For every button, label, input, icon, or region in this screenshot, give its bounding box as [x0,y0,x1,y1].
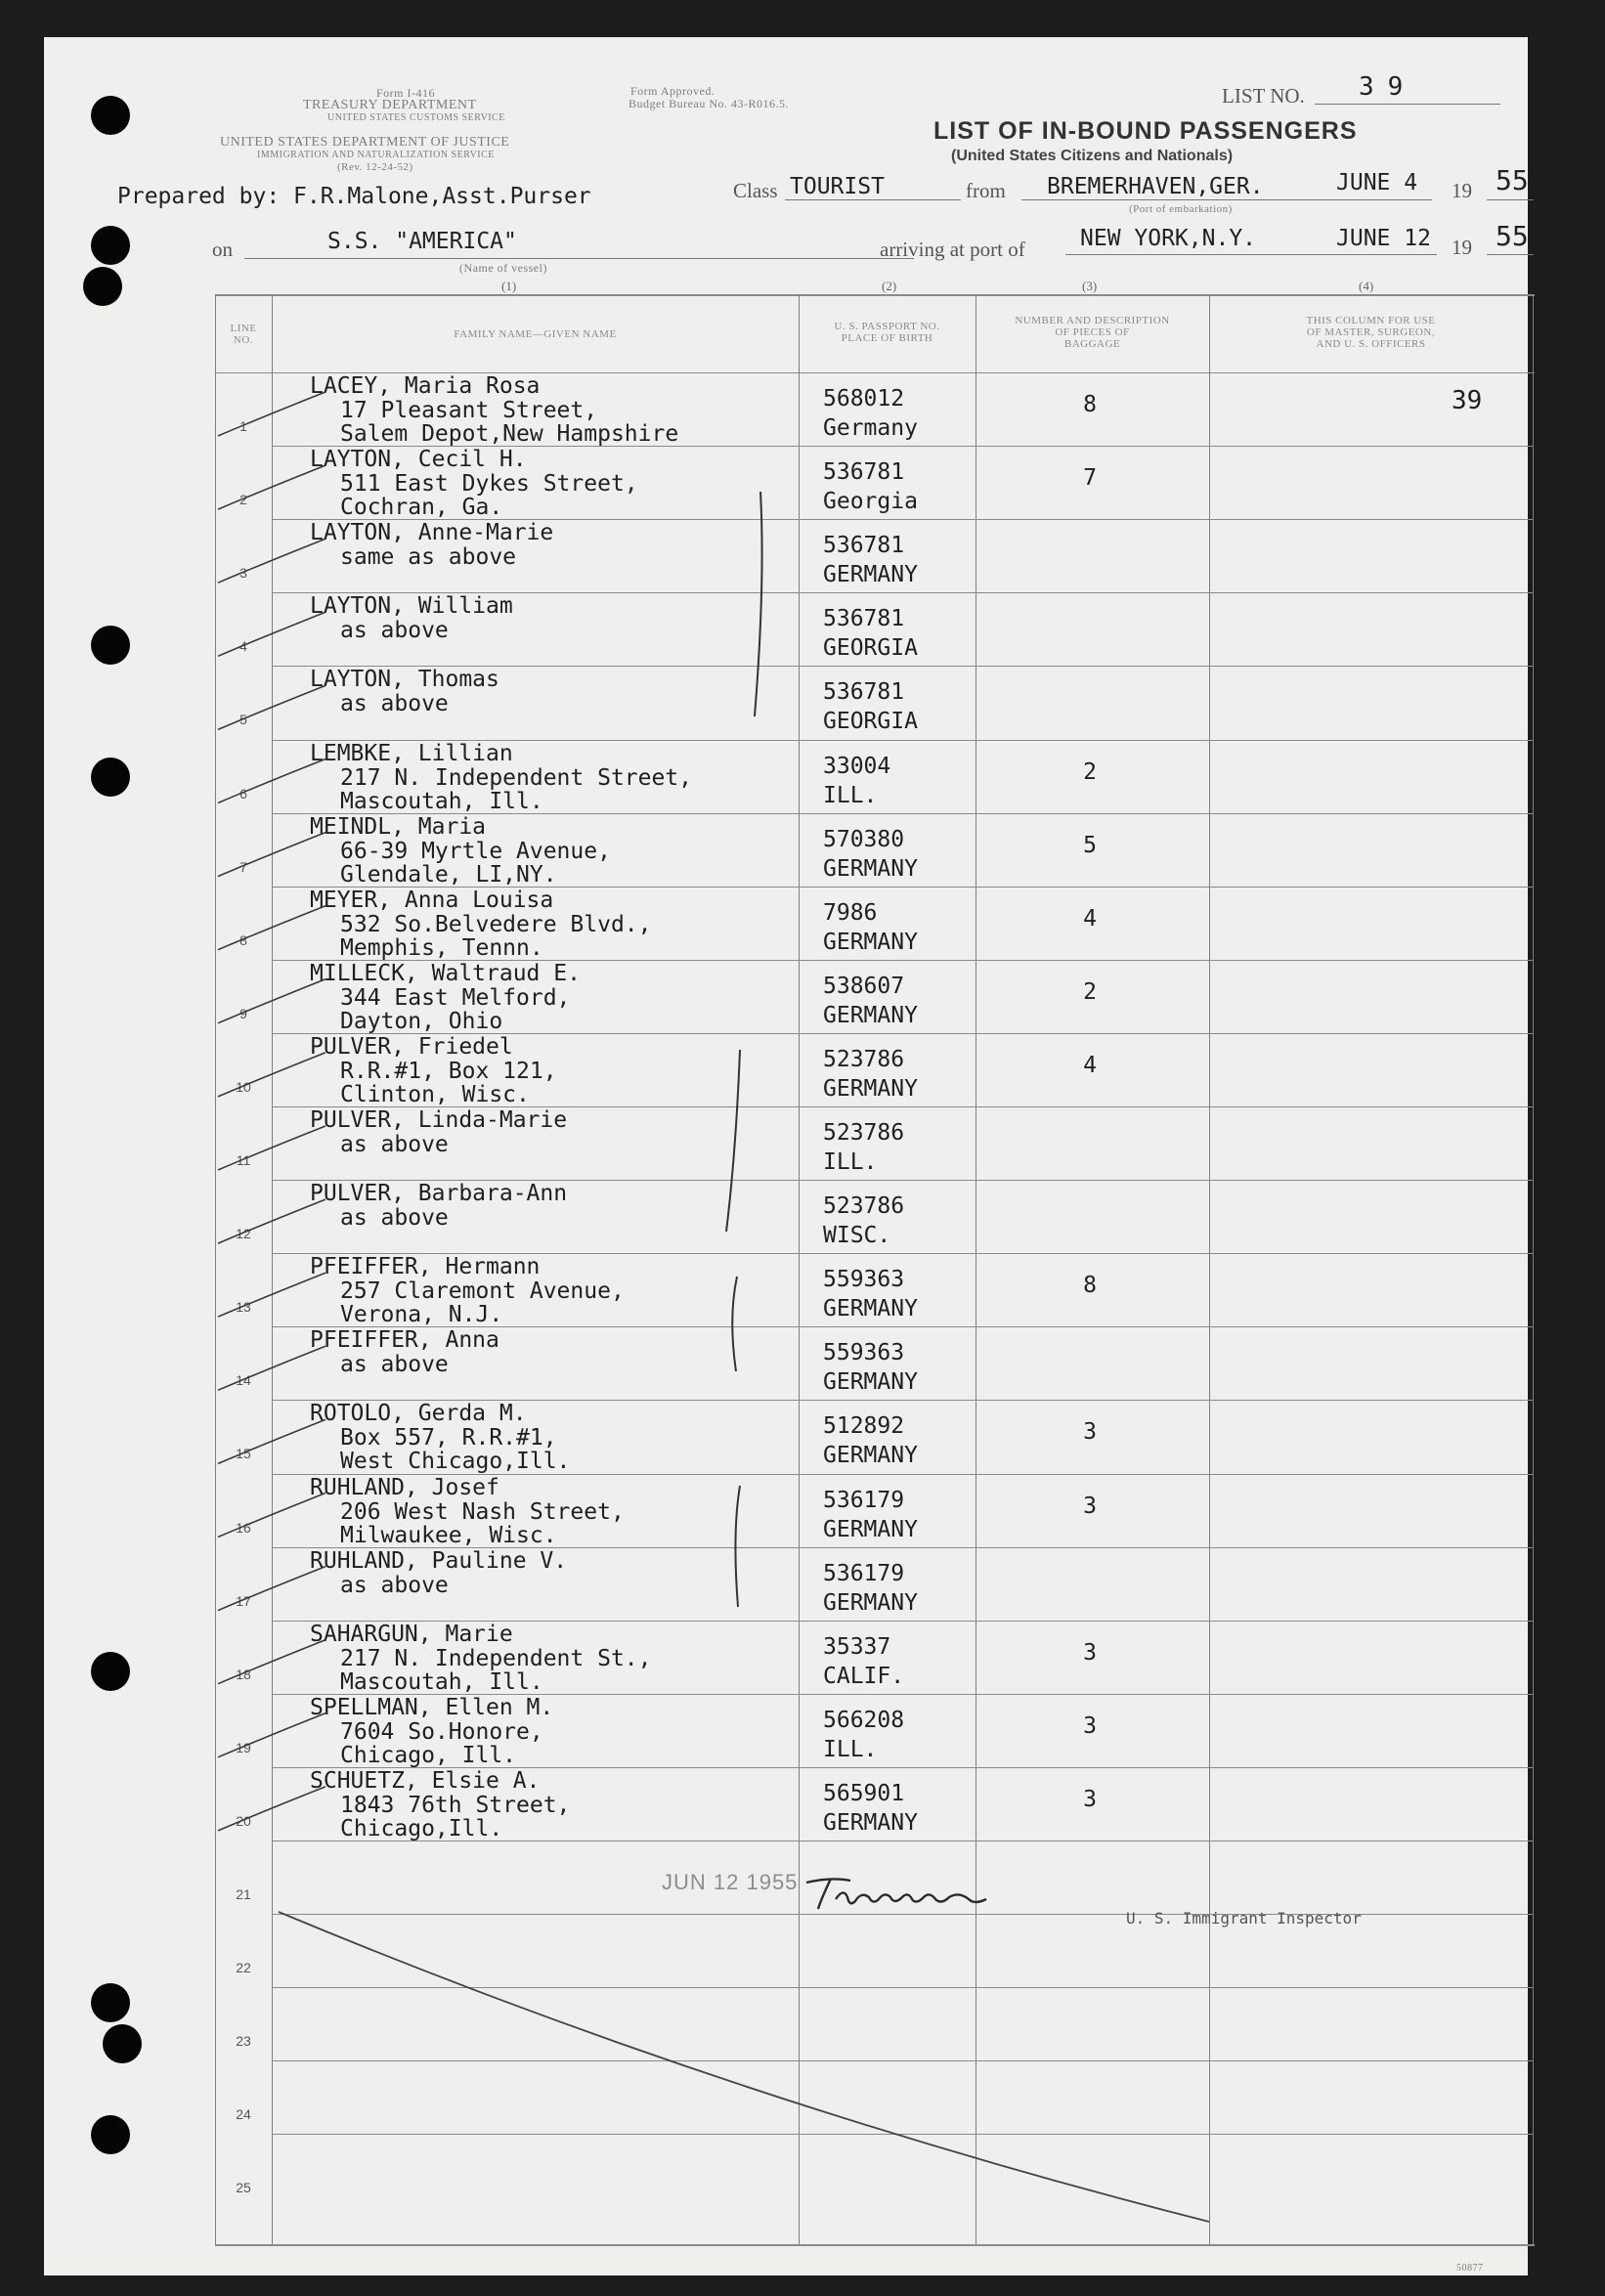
place-of-birth: GERMANY [823,1075,918,1102]
passenger-name: MEINDL, Maria [310,813,487,840]
passenger-address: 66-39 Myrtle Avenue, [340,838,611,864]
baggage-count: 5 [1083,832,1097,858]
place-of-birth: Georgia [823,489,918,515]
dept-ins: IMMIGRATION AND NATURALIZATION SERVICE [257,150,495,160]
signature-text [846,1863,863,1868]
class-value: TOURIST [790,174,885,199]
baggage-count: 3 [1083,1419,1097,1446]
form-rev: (Rev. 12-24-52) [337,161,413,173]
form-id: Form I-416 [376,86,435,100]
passenger-name: PFEIFFER, Hermann [310,1254,541,1280]
line-number: 11 [236,1152,251,1168]
passport-number: 536179 [823,1487,905,1513]
passenger-address: Mascoutah, Ill. [340,1668,543,1695]
passenger-address: as above [340,1132,449,1157]
manifest-page [44,37,1528,2275]
passenger-address: as above [340,1572,449,1598]
passenger-address: 17 Pleasant Street, [340,398,598,423]
passenger-address: Cochran, Ga. [340,495,503,521]
passport-number: 33004 [823,753,891,779]
passenger-address: 217 N. Independent St., [340,1645,652,1671]
passenger-address: as above [340,1205,449,1232]
line-number: 19 [236,1739,251,1755]
passenger-address: 532 So.Belvedere Blvd., [340,911,652,937]
passenger-address: Salem Depot,New Hampshire [340,421,679,447]
passenger-address: Box 557, R.R.#1, [340,1425,557,1451]
place-of-birth: GERMANY [823,855,918,882]
place-of-birth: GERMANY [823,1443,918,1469]
place-of-birth: GERMANY [823,1516,918,1542]
baggage-count: 3 [1083,1786,1097,1812]
passenger-address: Glendale, LI,NY. [340,861,557,888]
class-label: Class [733,179,778,202]
line-number: 7 [239,858,247,875]
passenger-name: PULVER, Linda-Marie [310,1107,568,1133]
passport-number: 559363 [823,1340,905,1366]
passenger-address: Mascoutah, Ill. [340,788,543,814]
group-bracket [726,1050,740,1232]
passport-number: 512892 [823,1413,905,1440]
officer-note: 39 [1452,386,1483,415]
passenger-address: Clinton, Wisc. [340,1081,530,1107]
passenger-address: R.R.#1, Box 121, [340,1058,557,1084]
line-number: 8 [239,931,247,948]
col-num-3: (3) [1082,279,1098,293]
depart-date: JUNE 4 [1336,170,1418,195]
page-subtitle: (United States Citizens and Nationals) [951,148,1234,164]
baggage-count: 3 [1083,1493,1097,1519]
line-number: 6 [239,785,247,801]
inspector-title: U. S. Immigrant Inspector [1126,1909,1362,1928]
line-number: 23 [236,2033,251,2050]
line-number: 20 [236,1812,251,1829]
place-of-birth: GERMANY [823,1369,918,1396]
form-code: 50877 [1456,2263,1484,2274]
year-prefix-2: 19 [1452,236,1472,259]
col-header-name: FAMILY NAME—GIVEN NAME [454,328,617,340]
prepared-by: Prepared by: F.R.Malone,Asst.Purser [117,184,591,209]
place-of-birth: WISC. [823,1223,891,1249]
passenger-address: Milwaukee, Wisc. [340,1522,557,1548]
passenger-address: Chicago, Ill. [340,1742,517,1768]
passenger-name: PULVER, Friedel [310,1033,513,1060]
passenger-name: LAYTON, Cecil H. [310,447,527,473]
line-number: 2 [239,492,247,508]
baggage-count: 4 [1083,905,1097,931]
passenger-name: RUHLAND, Pauline V. [310,1547,568,1574]
place-of-birth: GERMANY [823,1002,918,1028]
place-of-birth: GERMANY [823,1296,918,1322]
group-bracket [755,492,762,716]
place-of-birth: GERMANY [823,929,918,955]
passport-number: 523786 [823,1046,905,1072]
line-number: 5 [239,712,247,728]
place-of-birth: GERMANY [823,1589,918,1616]
passenger-name: LAYTON, Anne-Marie [310,520,554,546]
passenger-name: PULVER, Barbara-Ann [310,1181,568,1207]
col-header-officers: THIS COLUMN FOR USE OF MASTER, SURGEON, AND U. S. OFFICERS [1306,315,1436,350]
arrive-year: 55 [1496,220,1529,252]
baggage-count: 2 [1083,758,1097,785]
list-no-label: LIST NO. [1222,84,1305,108]
passenger-address: 344 East Melford, [340,984,571,1011]
depart-year: 55 [1496,164,1529,196]
place-of-birth: GERMANY [823,1809,918,1836]
vessel-name: S.S. "AMERICA" [327,229,517,254]
passenger-name: ROTOLO, Gerda M. [310,1401,527,1427]
passenger-address: Dayton, Ohio [340,1008,503,1034]
passenger-name: LAYTON, Thomas [310,667,499,693]
dept-justice: UNITED STATES DEPARTMENT OF JUSTICE [220,135,510,150]
line-number: 17 [236,1592,251,1609]
place-of-birth: CALIF. [823,1663,905,1689]
from-label: from [966,179,1006,202]
arrive-port: NEW YORK,N.Y. [1080,226,1257,251]
passport-number: 523786 [823,1193,905,1220]
line-number: 9 [239,1005,247,1021]
col-header-line: LINE NO. [230,323,257,346]
passport-number: 7986 [823,899,878,926]
baggage-count: 3 [1083,1639,1097,1666]
passport-number: 536781 [823,679,905,706]
passport-number: 566208 [823,1707,905,1733]
ink-overlay [44,37,1528,2275]
passenger-address: 257 Claremont Avenue, [340,1278,625,1305]
dept-treasury: TREASURY DEPARTMENT [303,98,477,112]
line-number: 16 [236,1519,251,1536]
col-num-2: (2) [882,279,897,293]
passport-number: 565901 [823,1780,905,1806]
passenger-address: Memphis, Tennn. [340,934,543,961]
arrive-date: JUNE 12 [1336,226,1431,251]
page-title: LIST OF IN-BOUND PASSENGERS [933,117,1358,145]
passenger-name: LACEY, Maria Rosa [310,373,541,399]
col-rule [1533,294,1534,2244]
port-embark-note: (Port of embarkation) [1129,203,1233,215]
line-number: 13 [236,1299,251,1316]
passport-number: 559363 [823,1267,905,1293]
baggage-count: 8 [1083,392,1097,417]
group-bracket [732,1277,737,1371]
passenger-address: as above [340,618,449,644]
passenger-name: RUHLAND, Josef [310,1474,499,1500]
inspector-signature [806,1879,986,1909]
passport-number: 536781 [823,459,905,486]
group-bracket [735,1486,740,1607]
dept-customs: UNITED STATES CUSTOMS SERVICE [327,112,505,123]
col-header-baggage: NUMBER AND DESCRIPTION OF PIECES OF BAGGAGE [1015,315,1170,350]
passenger-address: 7604 So.Honore, [340,1718,543,1745]
passport-number: 536781 [823,606,905,632]
baggage-count: 7 [1083,465,1097,492]
line-number: 12 [236,1226,251,1242]
passenger-address: 217 N. Independent Street, [340,764,693,791]
place-of-birth: GERMANY [823,562,918,588]
budget-bureau: Budget Bureau No. 43-R016.5. [629,97,789,110]
passport-number: 570380 [823,826,905,852]
from-value: BREMERHAVEN,GER. [1047,174,1264,199]
line-number: 3 [239,565,247,582]
place-of-birth: GEORGIA [823,709,918,735]
place-of-birth: ILL. [823,1149,878,1175]
line-number: 4 [239,638,247,655]
passport-number: 536781 [823,533,905,559]
baggage-count: 2 [1083,978,1097,1005]
passenger-name: SAHARGUN, Marie [310,1621,513,1647]
passenger-name: LAYTON, William [310,593,513,620]
col-header-passport: U. S. PASSPORT NO. PLACE OF BIRTH [834,321,940,344]
passenger-address: Chicago,Ill. [340,1815,503,1841]
place-of-birth: GEORGIA [823,635,918,662]
line-number: 21 [236,1886,251,1902]
passport-number: 536179 [823,1560,905,1586]
line-number: 24 [236,2106,251,2123]
form-approved: Form Approved. [630,84,716,98]
arriving-label: arriving at port of [880,238,1025,261]
line-number: 15 [236,1446,251,1462]
cancel-line [279,1912,1209,2222]
passenger-address: Verona, N.J. [340,1302,503,1328]
col-num-1: (1) [501,279,517,293]
passport-number: 538607 [823,973,905,999]
passenger-address: 206 West Nash Street, [340,1498,625,1525]
date-stamp: JUN 12 1955 [662,1870,799,1894]
passenger-name: MILLECK, Waltraud E. [310,960,581,986]
passport-number: 523786 [823,1120,905,1146]
list-no: 39 [1359,72,1417,102]
passenger-name: LEMBKE, Lillian [310,740,513,766]
passenger-address: as above [340,1352,449,1378]
year-prefix: 19 [1452,179,1472,202]
line-number: 1 [239,418,247,434]
place-of-birth: Germany [823,415,918,441]
line-number: 10 [236,1078,251,1095]
place-of-birth: ILL. [823,782,878,808]
passenger-address: 511 East Dykes Street, [340,471,638,498]
passenger-name: MEYER, Anna Louisa [310,887,554,913]
line-number: 22 [236,1960,251,1976]
place-of-birth: ILL. [823,1736,878,1762]
passenger-address: 1843 76th Street, [340,1792,571,1818]
passenger-address: as above [340,691,449,717]
baggage-count: 4 [1083,1052,1097,1078]
line-number: 18 [236,1666,251,1682]
line-number: 14 [236,1372,251,1389]
passenger-name: PFEIFFER, Anna [310,1327,499,1354]
col-num-4: (4) [1359,279,1374,293]
passenger-name: SCHUETZ, Elsie A. [310,1767,541,1794]
passport-number: 568012 [823,386,905,412]
baggage-count: 3 [1083,1712,1097,1739]
passport-number: 35337 [823,1633,891,1660]
passenger-address: West Chicago,Ill. [340,1449,571,1475]
passenger-address: same as above [340,544,517,571]
passenger-name: SPELLMAN, Ellen M. [310,1694,554,1720]
line-number: 25 [236,2180,251,2196]
baggage-count: 8 [1083,1273,1097,1299]
vessel-note: (Name of vessel) [459,261,547,275]
on-label: on [212,238,233,261]
